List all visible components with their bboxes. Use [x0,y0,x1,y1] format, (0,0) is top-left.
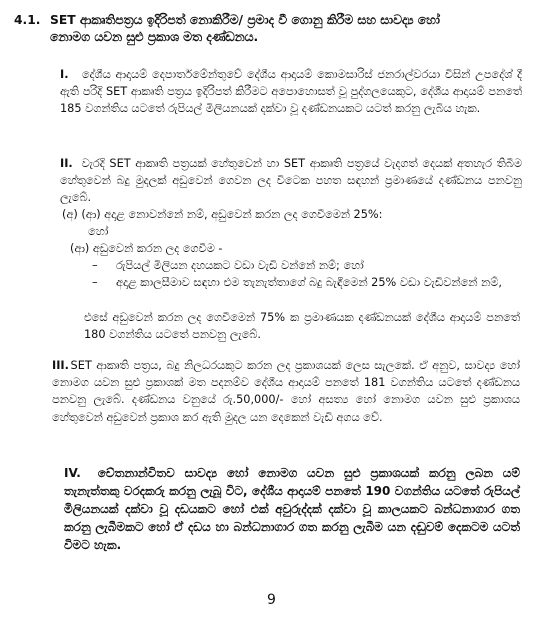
roman-numeral-ii: II. [60,157,73,170]
paragraph-iv [64,464,520,554]
paragraph-ii [60,155,522,207]
sub-item-a [62,206,522,240]
section-heading [14,12,530,46]
section-number: 4.1. [14,13,41,27]
paragraph-ii-text: වැරදි SET ආකෘති පත්‍රයක් හේතුවෙන් හා SET ආකෘති පත්‍රයේ වැදගත් දෙයක් අතහැර තිබීම හේතුවෙන් බදු මුදලක් අඩුවෙන් ගෙවන ලද විටෙක පහත සඳහන් ප්‍රමාණයේ දණ්ඩනය පනවනු ලැබේ. [60,157,522,205]
paragraph-i-text: දේශීය ආදායම් දෙපාර්තමේන්තුවේ දේශීය ආදායම් කොමසාරිස් ජනරාල්වරයා විසින් උපදේශ් දී ඇති පරිදි SET ආකෘති පත්‍රය ඉදිරිපත් කිරීමට අපොහොසත් වූ පුද්ගලයෙකුට, දේශීය ආදායම් පනතේ 185 වගන්තිය යටතේ රුපියල් මිලියනයක් දක්වා වූ දණ්ඩනයකට යටත් කරනු ලැබිය හැක. [60,68,522,116]
sub-item-b-closing: එසේ අඩුවෙන් කරන ලද ගෙවීමෙන් 75% ක ප්‍රමාණයක දණ්ඩනයක් දේශීය ආදායම් පනතේ 180 වගන්තිය යටතේ පනවනු ලැබේ. [84,311,520,342]
sub-item-b-bullets [92,257,512,291]
bullet-item: – අදාළ කාලසීමාව සඳහා එම තැනැත්තාගේ බදු බැඳීමෙන් 25% වඩා වැඩිවන්නේ නම්, [92,274,512,291]
paragraph-iii-text: SET ආකෘති පත්‍රය, බදු නිලධරයකුට කරන ලද ප්‍රකාශයක් ලෙස සැලකේ. ඒ අනුව, සාවද්‍ය හෝ නොමග යවන සුළු ප්‍රකාශක් මත පදනම්ව දේශීය ආදායම් පනතේ 181 වගන්තිය යටතේ දණ්ඩනය පනවනු ලැබේ. දණ්ඩනය වනුයේ රු.50,000/- හෝ අසත්‍ය හෝ නොමග යවන සුළු ප්‍රකාශය හේතුවෙන් අඩුවෙන් ප්‍රකාශ කර ඇති මුදල යන දෙකෙන් වැඩි අගය වේ. [52,359,520,424]
paragraph-iii [52,357,520,426]
sub-item-b [70,240,520,257]
paragraph-iv-text: චේතනාන්විතව සාවද්‍ය හෝ නොමග යවන සුළු ප්‍රකාශයක් කරනු ලබන යම් තැනැත්තකු වරදකරු කරනු ලැබූ විට, දේශීය ආදායම් පනතේ 190 වගන්තිය යටතේ රුපියල් මිලියනයක් දක්වා වූ දඩයකට හෝ එක් අවුරුද්දක් දක්වා වූ කාලයකට බන්ධනාගාර ගත කරනු ලැබීමකට හෝ ඒ දඩය හා බන්ධනාගාර ගත කරනු ලැබීම යන දඬුවම් දෙකටම යටත් විමට හැක. [64,466,520,552]
roman-numeral-i: I. [60,68,69,81]
roman-numeral-iv: IV. [64,466,81,480]
sub-item-a-text: (අ) (ආ) අදාළ නොවන්නේ නම්, අඩුවෙන් කරන ලද ගෙවීමෙන් 25%: [62,208,383,221]
section-heading-line-1: SET ආකෘතිපත්‍රය ඉදිරිපත් නොකිරීම/ ප්‍රමාද වී ගොනු කිරීම සහ සාවද්‍ය හෝ [50,13,440,27]
bullet-item: – රුපියල් මිලියන දහයකට වඩා වැඩි වන්නේ නම්; හෝ [92,257,512,274]
paragraph-i [60,66,522,118]
sub-item-b-text: (ආ) අඩුවෙන් කරන ලද ගෙවීම - [70,242,223,255]
section-heading-line-2: නොමග යවන සුළු ප්‍රකාශ මත දණ්ඩනය. [50,30,259,44]
sub-item-a-or: හෝ [88,225,109,239]
roman-numeral-iii: III. [52,359,69,372]
page-number: 9 [267,592,276,608]
